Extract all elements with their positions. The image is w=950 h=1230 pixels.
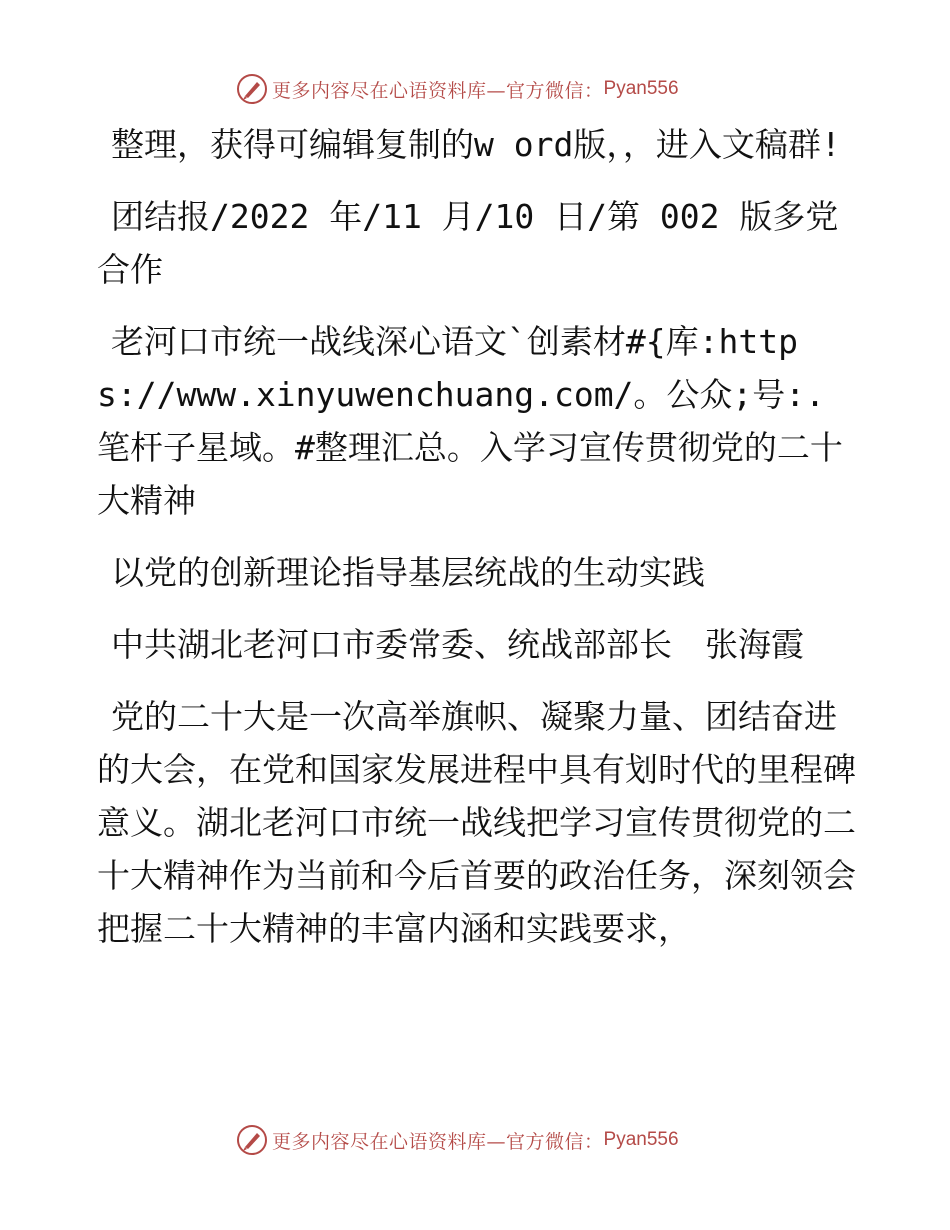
banner-wechat-id: Pyan556 (603, 78, 679, 99)
article-title: 以党的创新理论指导基层统战的生动实践 (111, 553, 705, 592)
paragraph: 党的二十大是一次高举旗帜、凝聚力量、团结奋进的大会，在党和国家发展进程中具有划时代的里程碑意义。湖北老河口市统一战线把学习宣传贯彻党的二十大精神作为当前和今后首要的政治任务，深刻领会把握二十大精神的丰富内涵和实践要求， (97, 697, 856, 948)
document-body (97, 118, 857, 955)
footer-banner (236, 1122, 716, 1158)
banner-wechat-id: Pyan556 (603, 1129, 679, 1150)
banner-text: 更多内容尽在心语资料库—官方微信： (272, 79, 604, 102)
paragraph: 老河口市统一战线深心语文`创素材#{库:https://www.xinyuwenchuang.com/。公众;号:.笔杆子星域。#整理汇总。入学习宣传贯彻党的二十大精神 (97, 322, 843, 520)
quill-logo-icon (236, 73, 268, 105)
header-banner (236, 71, 716, 107)
author-line: 中共湖北老河口市委常委、统战部部长 张海霞 (111, 625, 804, 664)
banner-text: 更多内容尽在心语资料库—官方微信： (272, 1130, 604, 1153)
paragraph: 团结报/2022 年/11 月/10 日/第 002 版多党合作 (97, 197, 839, 289)
paragraph: 整理，获得可编辑复制的w ord版，，进入文稿群! (111, 125, 841, 164)
quill-logo-icon (236, 1124, 268, 1156)
